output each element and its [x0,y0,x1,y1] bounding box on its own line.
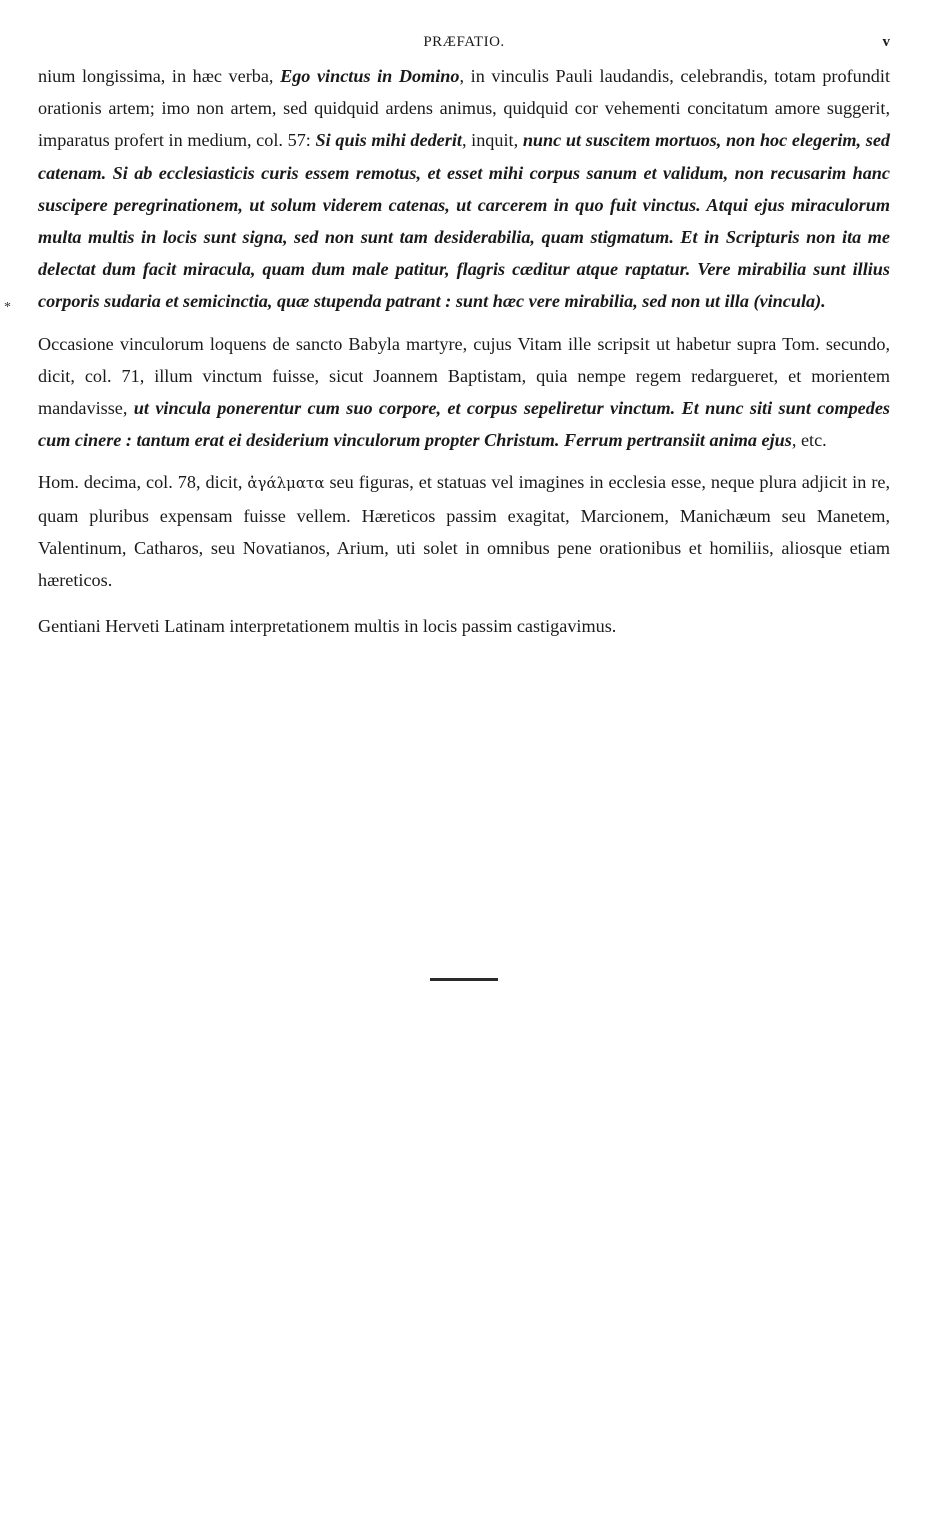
text-run: Hom. decima, col. 78, dicit, [38,472,248,493]
body-text [38,60,890,642]
page-header [38,34,890,56]
italic-quote: Ego vinctus in Domino [280,66,460,86]
paragraph-4 [38,610,890,642]
text-run: , in vinculis Pauli laudandis, celebrandis, totam profundit orationis artem; imo non artem, sed quidquid ardens animus, quidquid cor vehementi concitatum amore suggerit, imparatus profert in medium, col. 57: [38,66,891,151]
text-run: Gentiani Herveti Latinam interpretationem multis in locis passim castigavimus. [38,616,617,637]
running-title: PRÆFATIO. [423,34,505,50]
italic-quote: Si quis mihi dederit [315,130,462,151]
text-run: seu figuras, et statuas vel imagines in ecclesia esse, neque plura adjicit in re, quam pluribus expensam fuisse vellem. Hæreticos passim exagitat, Marcionem, Manichæum seu Manetem, Valentinum, Catharos, seu Novatianos, Arium, uti solet in omnibus pene orationibus et homiliis, aliosque etiam hæreticos. [38,472,890,591]
text-run: nium longissima, in hæc verba, [38,66,281,86]
end-rule-divider [430,978,498,981]
text-run: , etc. [791,430,827,451]
text-run: Occasione vinculorum loquens de sancto Babyla martyre, cujus Vitam ille scripsit ut habetur supra Tom. secundo, dicit, col. 71, illum vinctum fuisse, sicut Joannem Baptistam, quia nempe regem redargueret, et morientem mandavisse, [38,333,890,419]
paragraph-1 [38,60,890,318]
paragraph-2 [38,328,890,457]
greek-word: ἀγάλματα [247,474,325,493]
margin-mark: * [4,300,11,315]
italic-quote: nunc ut suscitem mortuos, non hoc elegerim, sed catenam. Si ab ecclesiasticis curis essem remotus, et esset mihi corpus sanum et validum, non recusarim hanc suscipere peregrinationem, ut solum viderem catenas, ut carcerem in quo fuit vinctus. Atqui ejus miraculorum multa multis in locis sunt signa, sed non sunt tam desiderabilia, quam stigmatum. Et in Scripturis non ita me delectat dum facit miracula, quam dum male patitur, flagris cæditur atque raptatur. Vere mirabilia sunt illius corporis sudaria et semicinctia, quæ stupenda patrant : sunt hæc vere mirabilia, sed non ut illa (vincula). [38,130,890,312]
page-number: v [882,34,890,50]
italic-quote: ut vincula ponerentur cum suo corpore, et corpus sepeliretur vinctum. Et nunc siti sunt compedes cum cinere : tantum erat ei desiderium vinculorum propter Christum. Ferrum pertransiit anima ejus [38,398,890,451]
text-run: , inquit, [461,130,523,151]
paragraph-3 [38,466,890,596]
